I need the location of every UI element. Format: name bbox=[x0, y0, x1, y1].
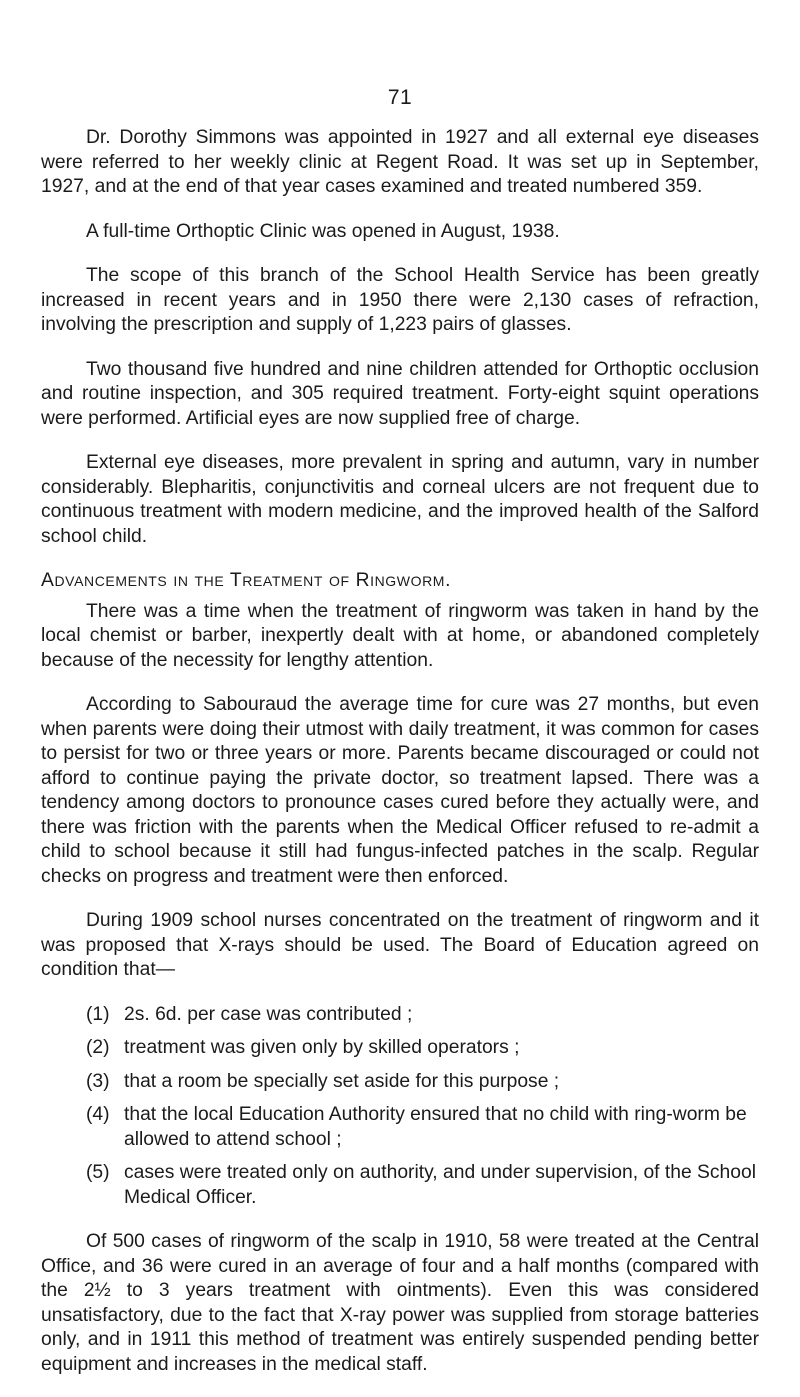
list-item bbox=[41, 1003, 759, 1028]
list-item-text: cases were treated only on authority, and under supervision, of the School Medical Officer. bbox=[124, 1162, 757, 1208]
list-item bbox=[41, 1070, 759, 1095]
list-item-number: (5) bbox=[86, 1162, 110, 1183]
page-number: 71 bbox=[387, 86, 413, 109]
paragraph-refraction: The scope of this branch of the School Health Service has been greatly increased in recent years and in 1950 there were 2,130 cases of refraction, involving the prescription and supply of 1,223 pairs of glasses. bbox=[41, 265, 759, 335]
paragraph-orthoptic-occlusion: Two thousand five hundred and nine children attended for Orthoptic occlusion and routine inspection, and 305 required treatment. Forty-eight squint operations were performed. Artificial eyes are now supplied free of charge. bbox=[41, 358, 759, 429]
paragraph-sabouraud: According to Sabouraud the average time for cure was 27 months, but even when parents were doing their utmost with daily treatment, it was common for cases to persist for two or three years or more. Parents became discouraged or could not afford to continue paying the private doctor, so treatment lapsed. There was a tendency among doctors to pronounce cases cured before they actually were, and there was friction with the parents when the Medical Officer refused to re-admit a child to school because it still had fungus-infected patches in the scalp. Regular checks on progress and treatment were then enforced. bbox=[41, 694, 759, 887]
list-item bbox=[41, 1103, 759, 1152]
document-body bbox=[41, 126, 759, 1397]
conditions-list bbox=[41, 1003, 759, 1211]
list-item-number: (2) bbox=[86, 1037, 110, 1058]
paragraph-eye-clinic: Dr. Dorothy Simmons was appointed in 1927 and all external eye diseases were referred to her weekly clinic at Regent Road. It was set up in September, 1927, and at the end of that year cases examined and treated numbered 359. bbox=[41, 127, 759, 197]
list-item bbox=[41, 1036, 759, 1061]
list-item bbox=[41, 1161, 759, 1210]
paragraph-ringworm-history: There was a time when the treatment of ringworm was taken in hand by the local chemist or barber, inexpertly dealt with at home, or abandoned completely because of the necessity for lengthy attention. bbox=[41, 600, 759, 671]
list-item-number: (1) bbox=[86, 1003, 110, 1025]
list-item-text: that the local Education Authority ensured that no child with ring-worm be allowed to attend school ; bbox=[124, 1104, 747, 1150]
paragraph-external-eye-diseases: External eye diseases, more prevalent in spring and autumn, vary in number considerably. Blepharitis, conjunctivitis and corneal ulcers are not frequent due to continuous treatment with modern medicine, and the improved health of the Salford school child. bbox=[41, 452, 759, 547]
paragraph-orthoptic-clinic: A full-time Orthoptic Clinic was opened in August, 1938. bbox=[86, 220, 560, 242]
paragraph-xrays-1909: During 1909 school nurses concentrated on the treatment of ringworm and it was proposed that X-rays should be used. The Board of Education agreed on condition that— bbox=[41, 910, 759, 980]
list-item-number: (4) bbox=[86, 1104, 110, 1125]
section-heading-ringworm: Advancements in the Treatment of Ringworm. bbox=[41, 570, 452, 591]
list-item-text: that a room be specially set aside for this purpose ; bbox=[124, 1070, 560, 1092]
paragraph-ringworm-1910: Of 500 cases of ringworm of the scalp in 1910, 58 were treated at the Central Office, and 36 were cured in an average of four and a half months (compared with the 2½ to 3 years treatment with ointments). Even this was considered unsatisfactory, due to the fact that X-ray power was supplied from storage batteries only, and in 1911 this method of treatment was entirely suspended pending better equipment and increases in the medical staff. bbox=[41, 1231, 759, 1375]
list-item-text: 2s. 6d. per case was contributed ; bbox=[124, 1003, 413, 1025]
list-item-text: treatment was given only by skilled operators ; bbox=[124, 1037, 520, 1058]
list-item-number: (3) bbox=[86, 1070, 110, 1092]
